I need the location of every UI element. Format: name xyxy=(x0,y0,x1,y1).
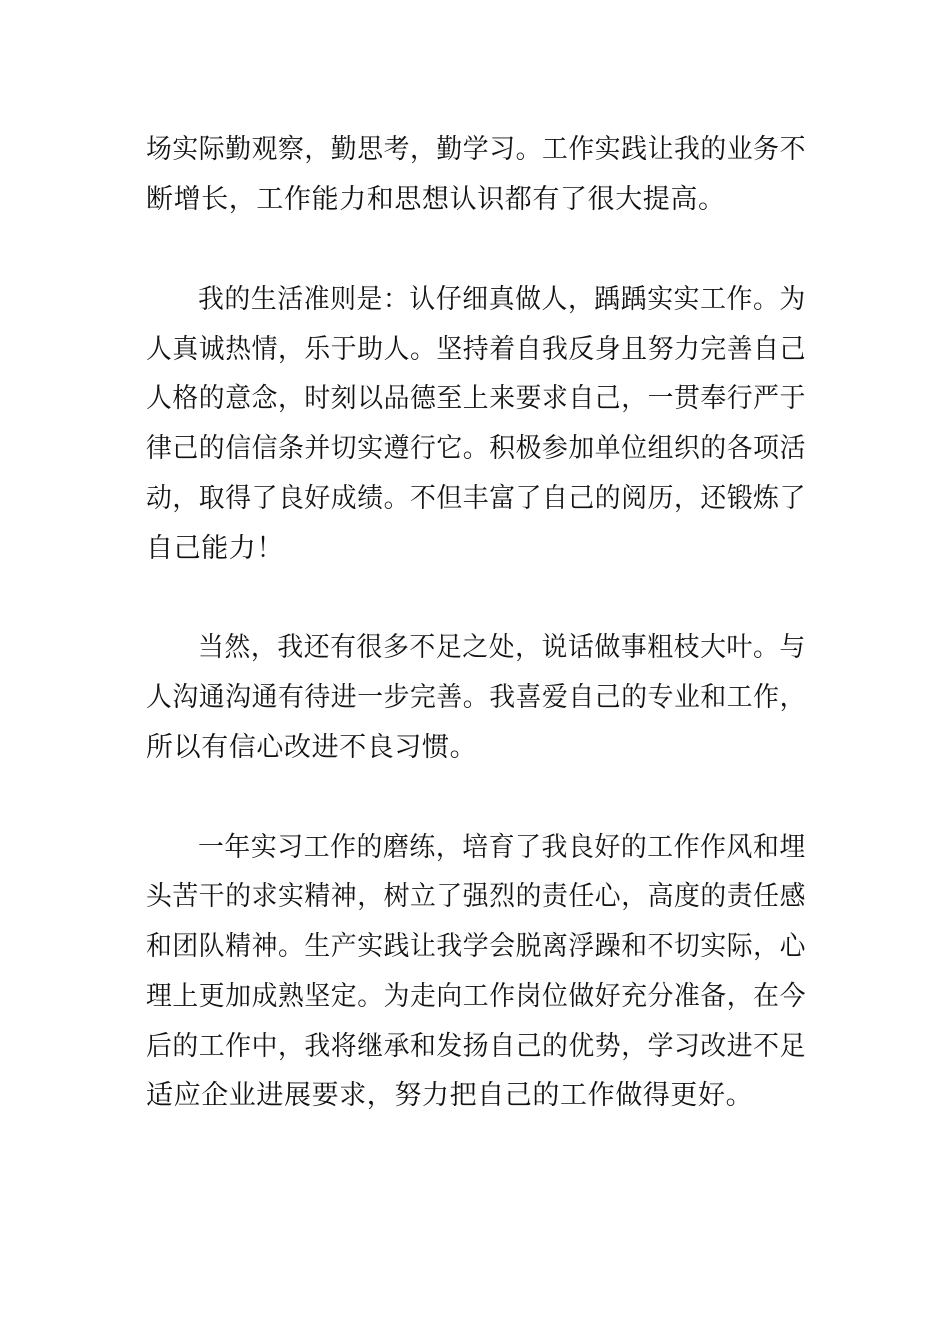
paragraph-line: 所以有信心改进不良习惯。 xyxy=(146,732,478,763)
paragraph-line: 断增长，工作能力和思想认识都有了很大提高。 xyxy=(146,184,726,215)
paragraph-line: 理上更加成熟坚定。为走向工作岗位做好充分准备，在今 xyxy=(146,981,806,1012)
paragraph-line: 律己的信信条并切实遵行它。积极参加单位组织的各项活 xyxy=(146,433,806,464)
paragraph-line: 场实际勤观察，勤思考，勤学习。工作实践让我的业务不 xyxy=(146,134,806,165)
paragraph-line: 头苦干的求实精神，树立了强烈的责任心，高度的责任感 xyxy=(146,881,806,912)
paragraph-line: 动，取得了良好成绩。不但丰富了自己的阅历，还锻炼了 xyxy=(146,483,806,514)
paragraph-line: 一年实习工作的磨练，培育了我良好的工作作风和埋 xyxy=(198,832,806,863)
paragraph-line: 后的工作中，我将继承和发扬自己的优势，学习改进不足 xyxy=(146,1031,806,1062)
paragraph-line: 人真诚热情，乐于助人。坚持着自我反身且努力完善自己 xyxy=(146,334,806,365)
paragraph-line: 自己能力！ xyxy=(146,533,284,564)
paragraph-line: 和团队精神。生产实践让我学会脱离浮躁和不切实际，心 xyxy=(146,931,806,962)
paragraph-line: 人格的意念，时刻以品德至上来要求自己，一贯奉行严于 xyxy=(146,383,806,414)
paragraph-line: 我的生活准则是：认仔细真做人，踽踽实实工作。为 xyxy=(198,284,806,315)
paragraph-line: 人沟通沟通有待进一步完善。我喜爱自己的专业和工作， xyxy=(146,682,806,713)
paragraph-line: 适应企业进展要求，努力把自己的工作做得更好。 xyxy=(146,1080,754,1111)
paragraph-line: 当然，我还有很多不足之处，说话做事粗枝大叶。与 xyxy=(198,632,806,663)
